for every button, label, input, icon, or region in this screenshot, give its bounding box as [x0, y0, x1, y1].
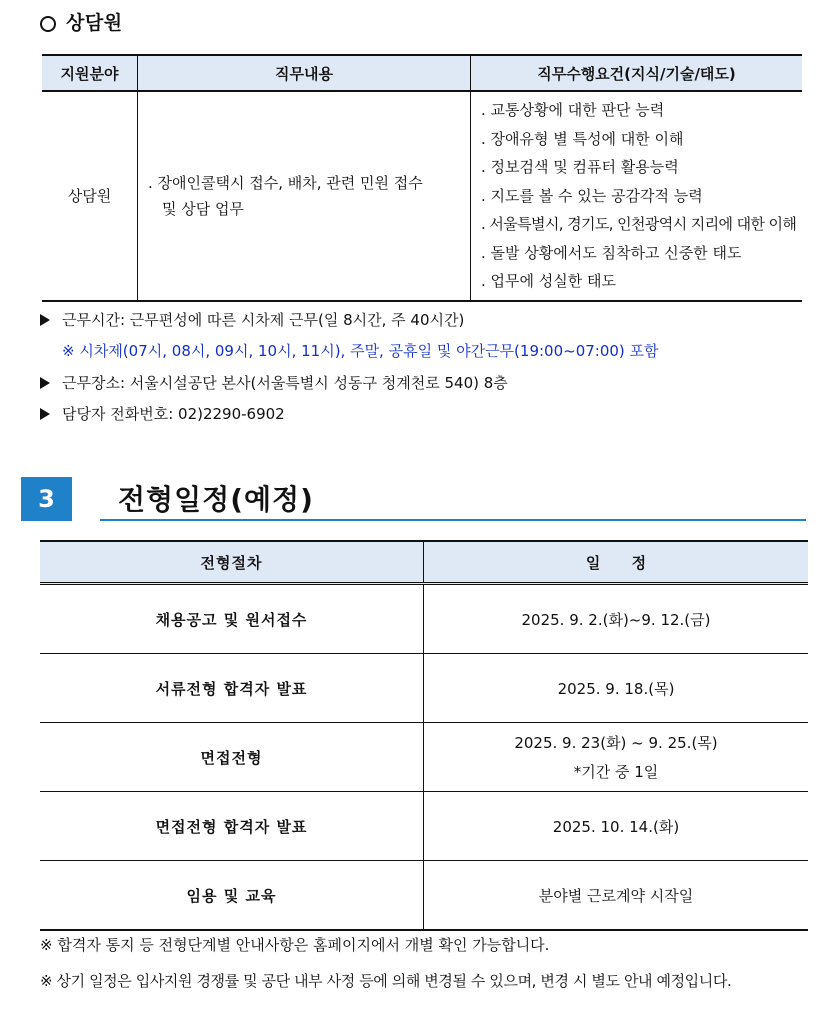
schedule-table [40, 540, 808, 931]
duty-line: 및 상담 업무 [162, 199, 244, 218]
job-description-table [42, 54, 802, 302]
date-text: 2025. 9. 23(화) ~ 9. 25.(목) [514, 734, 718, 752]
list-item: . 서울특별시, 경기도, 인천광역시 지리에 대한 이해 [481, 215, 797, 233]
step-cell: 채용공고 및 원서접수 [40, 584, 424, 654]
section-title: 상담원 [66, 12, 123, 34]
note-shift-schedule: ※ 시차제(07시, 08시, 09시, 10시, 11시), 주말, 공휴일 및 야간근무(19:00~07:00) 포함 [62, 342, 659, 360]
list-item: . 교통상황에 대한 판단 능력 [481, 101, 665, 119]
footnote: ※ 상기 일정은 입사지원 경쟁률 및 공단 내부 사정 등에 의해 변경될 수 있으며, 변경 시 별도 안내 예정입니다. [40, 972, 732, 990]
header-step: 전형절차 [40, 541, 424, 584]
step-cell: 서류전형 합격자 발표 [40, 654, 424, 723]
triangle-bullet-icon [40, 314, 50, 326]
header-schedule: 일 정 [424, 541, 809, 584]
list-item: . 지도를 볼 수 있는 공감각적 능력 [481, 186, 703, 205]
footnote: ※ 합격자 통지 등 전형단계별 안내사항은 홈페이지에서 개별 확인 가능합니다. [40, 936, 550, 954]
table-row [40, 792, 808, 861]
circle-bullet-icon [40, 16, 56, 32]
list-item: . 정보검색 및 컴퓨터 활용능력 [481, 158, 679, 176]
table-header-row [42, 55, 802, 91]
date-subtext: *기간 중 1일 [573, 763, 659, 781]
section-number-badge: 3 [21, 477, 72, 521]
date-cell: 2025. 9. 18.(목) [424, 654, 809, 723]
header-requirements: 직무수행요건(지식/기술/태도) [471, 55, 803, 91]
header-field: 지원분야 [42, 55, 138, 91]
table-row [40, 654, 808, 723]
triangle-bullet-icon [40, 408, 50, 420]
date-cell: 2025. 9. 2.(화)~9. 12.(금) [424, 584, 809, 654]
step-cell: 면접전형 합격자 발표 [40, 792, 424, 861]
step-cell: 면접전형 [40, 723, 424, 792]
triangle-bullet-icon [40, 377, 50, 389]
field-cell: 상담원 [42, 91, 138, 301]
requirements-list [471, 92, 802, 300]
section-title: 전형일정(예정) [118, 483, 314, 516]
duty-line: . 장애인콜택시 접수, 배차, 관련 민원 접수 [148, 173, 423, 192]
duty-cell [138, 91, 471, 301]
step-cell: 임용 및 교육 [40, 861, 424, 931]
table-row [40, 861, 808, 931]
header-duty: 직무내용 [138, 55, 471, 91]
date-cell: 2025. 10. 14.(화) [424, 792, 809, 861]
date-cell: 분야별 근로계약 시작일 [424, 861, 809, 931]
table-row [40, 584, 808, 654]
date-cell [424, 723, 809, 792]
table-header-row [40, 541, 808, 584]
list-item: . 장애유형 별 특성에 대한 이해 [481, 129, 684, 148]
list-item: . 돌발 상황에서도 침착하고 신중한 태도 [481, 243, 742, 262]
section-heading-counselor [40, 8, 123, 35]
note-contact: 담당자 전화번호: 02)2290-6902 [40, 403, 285, 424]
requirements-cell [471, 91, 803, 301]
section-underline [100, 519, 806, 521]
list-item: . 업무에 성실한 태도 [481, 272, 616, 290]
table-row [42, 91, 802, 301]
table-row [40, 723, 808, 792]
note-work-hours: 근무시간: 근무편성에 따른 시차제 근무(일 8시간, 주 40시간) [40, 309, 464, 330]
note-work-place: 근무장소: 서울시설공단 본사(서울특별시 성동구 청계천로 540) 8층 [40, 372, 508, 393]
